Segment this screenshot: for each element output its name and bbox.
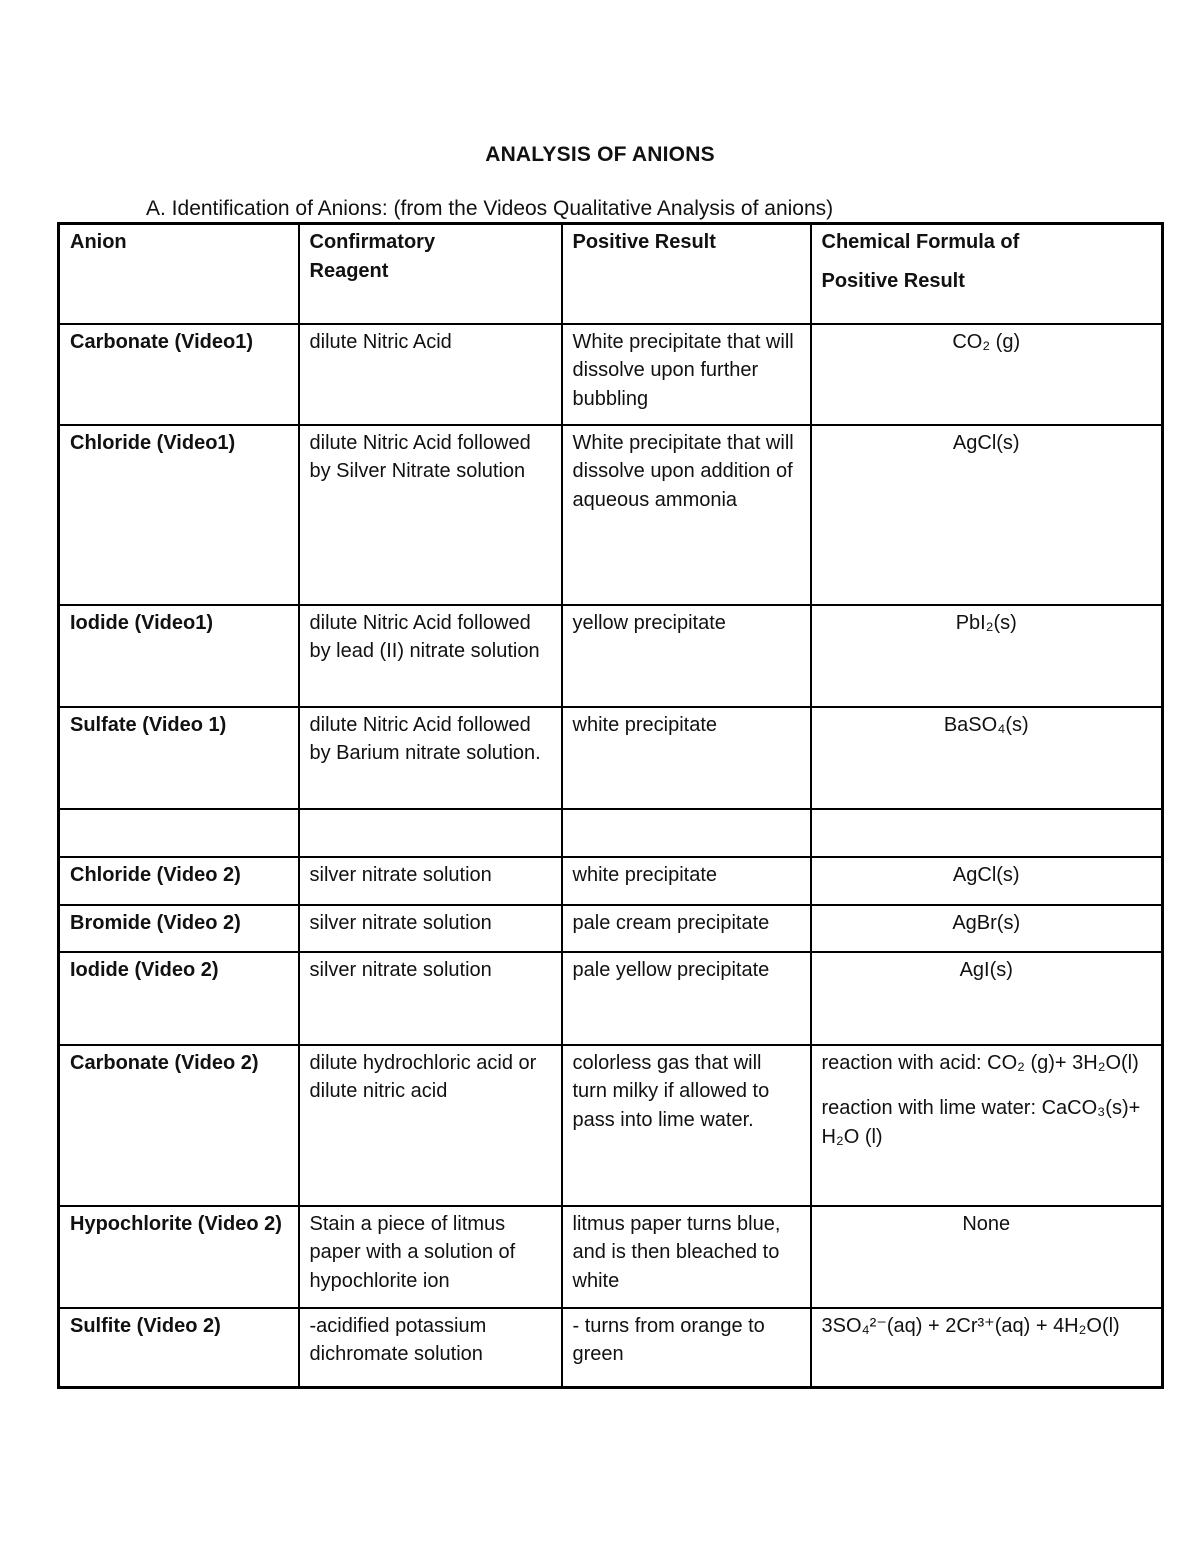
formula-cell: AgCl(s): [811, 857, 1163, 905]
result-cell: litmus paper turns blue, and is then bleached to white: [562, 1206, 811, 1308]
page-title: ANALYSIS OF ANIONS: [485, 143, 715, 166]
header-reagent-line1: Confirmatory: [309, 231, 436, 253]
anion-cell: Sulfate (Video 1): [59, 707, 299, 809]
reagent-cell: dilute Nitric Acid followed by Barium nitrate solution.: [299, 707, 562, 809]
reagent-cell: silver nitrate solution: [299, 905, 562, 952]
table-row: [59, 952, 1163, 1045]
anions-table: [57, 222, 1164, 1389]
anion-cell: Iodide (Video1): [59, 605, 299, 707]
formula-cell: CO₂ (g): [811, 324, 1163, 425]
anion-cell: Carbonate (Video 2): [59, 1045, 299, 1206]
table-row: [59, 324, 1163, 425]
formula-cell: 3SO₄²⁻(aq) + 2Cr³⁺(aq) + 4H₂O(l): [811, 1308, 1163, 1388]
anion-cell: Chloride (Video1): [59, 425, 299, 605]
reagent-cell: silver nitrate solution: [299, 857, 562, 905]
result-cell: white precipitate: [562, 707, 811, 809]
formula-cell: [811, 809, 1163, 857]
anion-cell: [59, 809, 299, 857]
result-cell: - turns from orange to green: [562, 1308, 811, 1388]
formula-cell: BaSO₄(s): [811, 707, 1163, 809]
section-subtitle: A. Identification of Anions: (from the Videos Qualitative Analysis of anions): [146, 197, 834, 220]
result-cell: pale yellow precipitate: [562, 952, 811, 1045]
result-cell: white precipitate: [562, 857, 811, 905]
formula-cell: None: [811, 1206, 1163, 1308]
formula-cell: AgCl(s): [811, 425, 1163, 605]
reagent-cell: Stain a piece of litmus paper with a solution of hypochlorite ion: [299, 1206, 562, 1308]
result-cell: [562, 809, 811, 857]
reagent-cell: dilute Nitric Acid: [299, 324, 562, 425]
header-formula-line2: Positive Result: [821, 269, 965, 292]
result-cell: yellow precipitate: [562, 605, 811, 707]
formula-cell: PbI₂(s): [811, 605, 1163, 707]
result-cell: colorless gas that will turn milky if allowed to pass into lime water.: [562, 1045, 811, 1206]
reagent-cell: silver nitrate solution: [299, 952, 562, 1045]
reagent-cell: dilute Nitric Acid followed by Silver Nitrate solution: [299, 425, 562, 605]
formula-cell: AgI(s): [811, 952, 1163, 1045]
header-reagent-line2: Reagent: [309, 259, 389, 282]
table-row: [59, 1308, 1163, 1388]
anion-cell: Iodide (Video 2): [59, 952, 299, 1045]
formula-lime-water-reaction: reaction with lime water: CaCO₃(s)+ H₂O (l): [821, 1097, 1141, 1148]
result-cell: White precipitate that will dissolve upon further bubbling: [562, 324, 811, 425]
table-row: [59, 857, 1163, 905]
formula-acid-reaction: reaction with acid: CO₂ (g)+ 3H₂O(l): [821, 1051, 1139, 1074]
table-header-row: [59, 224, 1163, 324]
header-chemical-formula: [811, 224, 1163, 324]
result-cell: White precipitate that will dissolve upon addition of aqueous ammonia: [562, 425, 811, 605]
table-row-empty: [59, 809, 1163, 857]
table-row: [59, 605, 1163, 707]
reagent-cell: -acidified potassium dichromate solution: [299, 1308, 562, 1388]
reagent-cell: dilute hydrochloric acid or dilute nitric acid: [299, 1045, 562, 1206]
anion-cell: Carbonate (Video1): [59, 324, 299, 425]
reagent-cell: dilute Nitric Acid followed by lead (II) nitrate solution: [299, 605, 562, 707]
anion-cell: Chloride (Video 2): [59, 857, 299, 905]
formula-cell: AgBr(s): [811, 905, 1163, 952]
header-anion: Anion: [59, 224, 299, 324]
anion-cell: Hypochlorite (Video 2): [59, 1206, 299, 1308]
header-positive-result: Positive Result: [562, 224, 811, 324]
reagent-cell: [299, 809, 562, 857]
header-formula-line1: Chemical Formula of: [821, 231, 1020, 253]
table-row: [59, 905, 1163, 952]
anion-cell: Bromide (Video 2): [59, 905, 299, 952]
anion-cell: Sulfite (Video 2): [59, 1308, 299, 1388]
header-confirmatory-reagent: [299, 224, 562, 324]
table-row: [59, 707, 1163, 809]
table-row: [59, 425, 1163, 605]
table-row: [59, 1045, 1163, 1206]
table-row: [59, 1206, 1163, 1308]
formula-cell: [811, 1045, 1163, 1206]
result-cell: pale cream precipitate: [562, 905, 811, 952]
